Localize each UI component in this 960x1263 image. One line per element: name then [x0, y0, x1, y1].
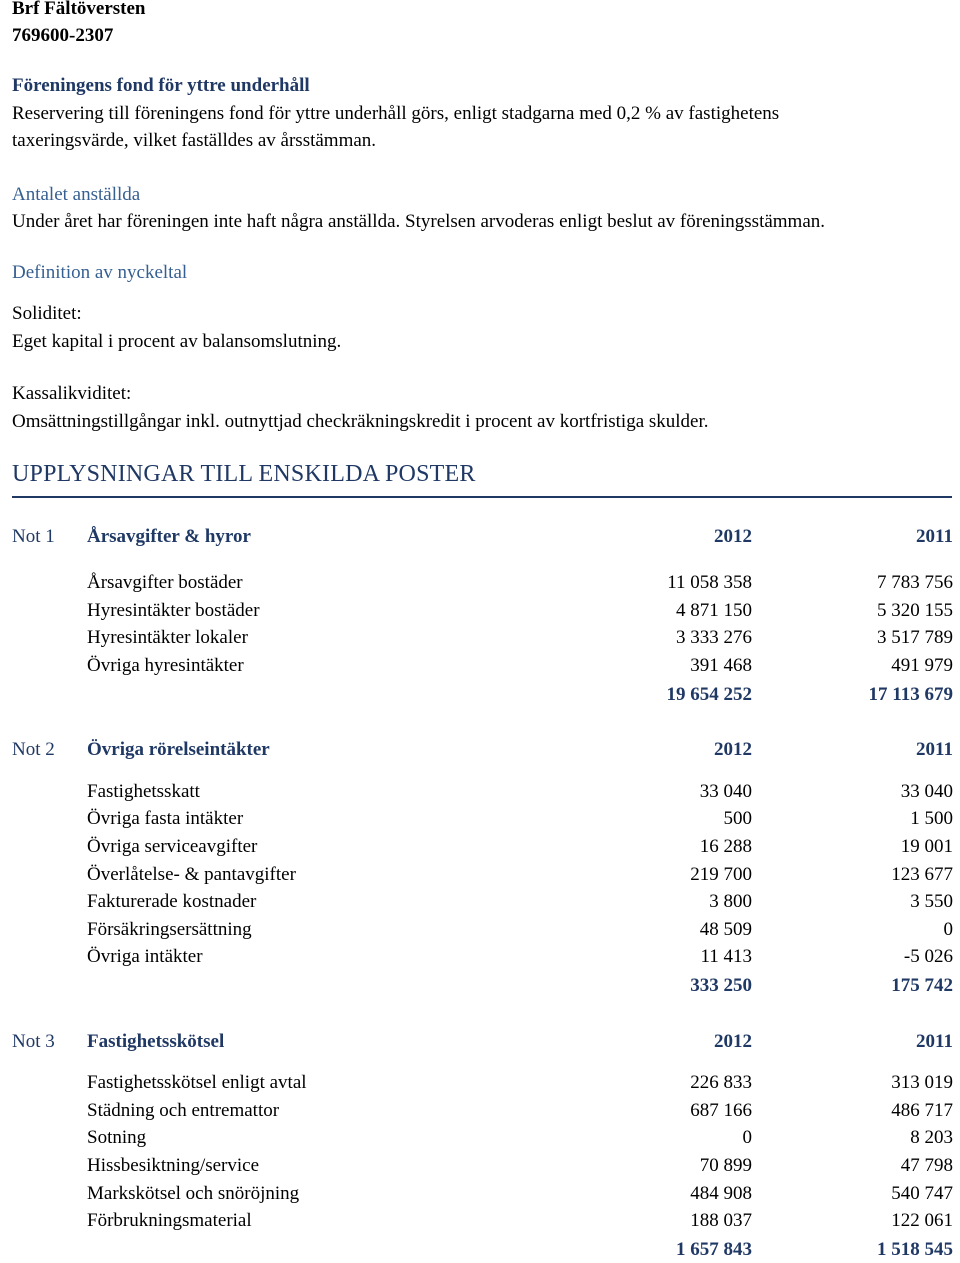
value-2012: 687 166: [690, 1100, 752, 1121]
value-2012: 3 333 276: [676, 627, 752, 648]
value-2011: 3 517 789: [877, 627, 953, 648]
row-label: Hyresintäkter lokaler: [87, 627, 248, 648]
employees-text: Under året har föreningen inte haft några anställda. Styrelsen arvoderas enligt beslut av föreningsstämman.: [12, 211, 826, 232]
value-2011: 5 320 155: [877, 600, 953, 621]
value-2012: 500: [723, 808, 752, 829]
total-2011: 17 113 679: [868, 684, 953, 705]
soliditet-label: Soliditet:: [12, 303, 82, 324]
row-label: Övriga serviceavgifter: [87, 836, 258, 857]
year-2012-header: 2012: [714, 526, 752, 547]
note-title: Övriga rörelseintäkter: [87, 739, 270, 760]
value-2012: 33 040: [699, 781, 752, 802]
value-2011: 491 979: [891, 655, 953, 676]
value-2011: 19 001: [900, 836, 953, 857]
organization-number: 769600-2307: [12, 25, 114, 46]
kassalikviditet-definition: Omsättningstillgångar inkl. outnyttjad checkräkningskredit i procent av kortfristiga skulder.: [12, 411, 709, 432]
total-2011: 175 742: [891, 975, 953, 996]
fund-section-title: Föreningens fond för yttre underhåll: [12, 75, 310, 96]
value-2011: 3 550: [910, 891, 953, 912]
employees-section-title: Antalet anställda: [12, 184, 141, 205]
row-label: Städning och entremattor: [87, 1100, 280, 1121]
value-2011: 47 798: [900, 1155, 953, 1176]
note-number: Not 3: [12, 1031, 55, 1052]
main-heading: UPPLYSNINGAR TILL ENSKILDA POSTER: [12, 461, 476, 487]
value-2011: 122 061: [891, 1210, 953, 1231]
fund-text-line-2: taxeringsvärde, vilket faställdes av årsstämman.: [12, 130, 377, 151]
row-label: Hissbesiktning/service: [87, 1155, 260, 1176]
value-2012: 48 509: [699, 919, 752, 940]
definition-section-title: Definition av nyckeltal: [12, 262, 188, 283]
value-2011: 313 019: [891, 1072, 953, 1093]
value-2012: 226 833: [690, 1072, 752, 1093]
value-2012: 3 800: [709, 891, 752, 912]
value-2011: 1 500: [910, 808, 953, 829]
row-label: Hyresintäkter bostäder: [87, 600, 260, 621]
note-number: Not 2: [12, 739, 55, 760]
year-2011-header: 2011: [916, 739, 953, 760]
value-2012: 70 899: [699, 1155, 752, 1176]
fund-text-line-1: Reservering till föreningens fond för yttre underhåll görs, enligt stadgarna med 0,2 % av fastighetens: [12, 103, 780, 124]
value-2012: 391 468: [690, 655, 752, 676]
total-2012: 19 654 252: [666, 684, 752, 705]
value-2011: 7 783 756: [877, 572, 953, 593]
row-label: Förbrukningsmaterial: [87, 1210, 252, 1231]
value-2012: 11 058 358: [667, 572, 752, 593]
value-2012: 16 288: [699, 836, 752, 857]
value-2012: 0: [742, 1127, 752, 1148]
year-2012-header: 2012: [714, 739, 752, 760]
row-label: Årsavgifter bostäder: [87, 572, 243, 593]
value-2011: -5 026: [903, 946, 953, 967]
row-label: Försäkringsersättning: [87, 919, 252, 940]
value-2012: 11 413: [700, 946, 752, 967]
row-label: Sotning: [87, 1127, 147, 1148]
row-label: Fakturerade kostnader: [87, 891, 257, 912]
value-2012: 4 871 150: [676, 600, 752, 621]
value-2012: 188 037: [690, 1210, 752, 1231]
heading-divider: [12, 496, 952, 498]
year-2011-header: 2011: [916, 1031, 953, 1052]
total-2011: 1 518 545: [877, 1239, 953, 1260]
soliditet-definition: Eget kapital i procent av balansomslutning.: [12, 331, 342, 352]
value-2011: 486 717: [891, 1100, 953, 1121]
kassalikviditet-label: Kassalikviditet:: [12, 383, 132, 404]
row-label: Fastighetsskatt: [87, 781, 200, 802]
row-label: Övriga hyresintäkter: [87, 655, 244, 676]
value-2011: 8 203: [910, 1127, 953, 1148]
row-label: Fastighetsskötsel enligt avtal: [87, 1072, 307, 1093]
row-label: Överlåtelse- & pantavgifter: [87, 864, 296, 885]
value-2012: 484 908: [690, 1183, 752, 1204]
row-label: Markskötsel och snöröjning: [87, 1183, 300, 1204]
value-2011: 33 040: [900, 781, 953, 802]
total-2012: 1 657 843: [676, 1239, 752, 1260]
note-number: Not 1: [12, 526, 55, 547]
total-2012: 333 250: [690, 975, 752, 996]
organization-name: Brf Fältöversten: [12, 0, 146, 19]
value-2011: 0: [943, 919, 953, 940]
note-title: Fastighetsskötsel: [87, 1031, 225, 1052]
row-label: Övriga fasta intäkter: [87, 808, 244, 829]
value-2011: 123 677: [891, 864, 953, 885]
year-2012-header: 2012: [714, 1031, 752, 1052]
value-2011: 540 747: [891, 1183, 953, 1204]
year-2011-header: 2011: [916, 526, 953, 547]
value-2012: 219 700: [690, 864, 752, 885]
note-title: Årsavgifter & hyror: [87, 526, 251, 547]
row-label: Övriga intäkter: [87, 946, 203, 967]
